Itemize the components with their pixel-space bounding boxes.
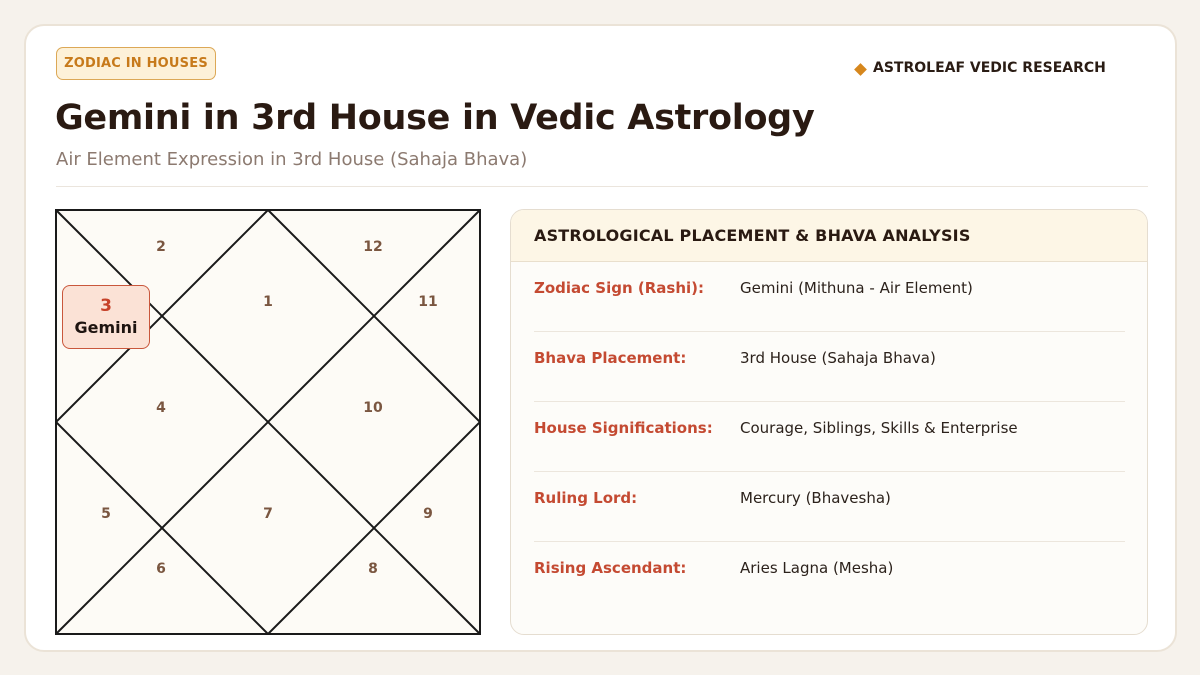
detail-row-ruling-lord <box>534 472 1125 542</box>
house-10-label: 10 <box>363 400 383 416</box>
analysis-panel <box>510 209 1148 635</box>
brand-name: ASTROLEAF VEDIC RESEARCH <box>873 60 1106 76</box>
house-3-highlight <box>62 285 150 349</box>
detail-label: Ruling Lord: <box>534 489 638 507</box>
chart-grid <box>55 209 481 635</box>
house-7-label: 7 <box>263 506 273 522</box>
detail-row-house-significations <box>534 402 1125 472</box>
house-12-label: 12 <box>363 239 383 255</box>
detail-label: Bhava Placement: <box>534 349 687 367</box>
content-card <box>24 24 1177 652</box>
detail-value: Aries Lagna (Mesha) <box>740 559 894 577</box>
detail-value: Courage, Siblings, Skills & Enterprise <box>740 419 1018 437</box>
detail-value: Gemini (Mithuna - Air Element) <box>740 279 973 297</box>
detail-value: 3rd House (Sahaja Bhava) <box>740 349 936 367</box>
diamond-icon <box>854 63 867 76</box>
detail-row-zodiac-sign <box>534 262 1125 332</box>
house-5-label: 5 <box>101 506 111 522</box>
detail-value: Mercury (Bhavesha) <box>740 489 891 507</box>
category-badge: ZODIAC IN HOUSES <box>56 47 216 80</box>
detail-label: Rising Ascendant: <box>534 559 687 577</box>
house-11-label: 11 <box>418 294 438 310</box>
page-subtitle: Air Element Expression in 3rd House (Sahaja Bhava) <box>56 149 528 170</box>
house-4-label: 4 <box>156 400 166 416</box>
house-3-number: 3 <box>100 296 112 316</box>
north-indian-chart <box>55 209 481 635</box>
house-6-label: 6 <box>156 561 166 577</box>
brand <box>856 58 1106 78</box>
panel-title: ASTROLOGICAL PLACEMENT & BHAVA ANALYSIS <box>511 210 1147 262</box>
page-title: Gemini in 3rd House in Vedic Astrology <box>55 98 815 138</box>
house-1-label: 1 <box>263 294 273 310</box>
detail-label: House Significations: <box>534 419 713 437</box>
detail-row-bhava-placement <box>534 332 1125 402</box>
house-3-sign: Gemini <box>74 318 138 337</box>
house-2-label: 2 <box>156 239 166 255</box>
house-9-label: 9 <box>423 506 433 522</box>
house-8-label: 8 <box>368 561 378 577</box>
divider <box>56 186 1148 187</box>
detail-row-rising-ascendant <box>534 542 1125 612</box>
detail-label: Zodiac Sign (Rashi): <box>534 279 705 297</box>
